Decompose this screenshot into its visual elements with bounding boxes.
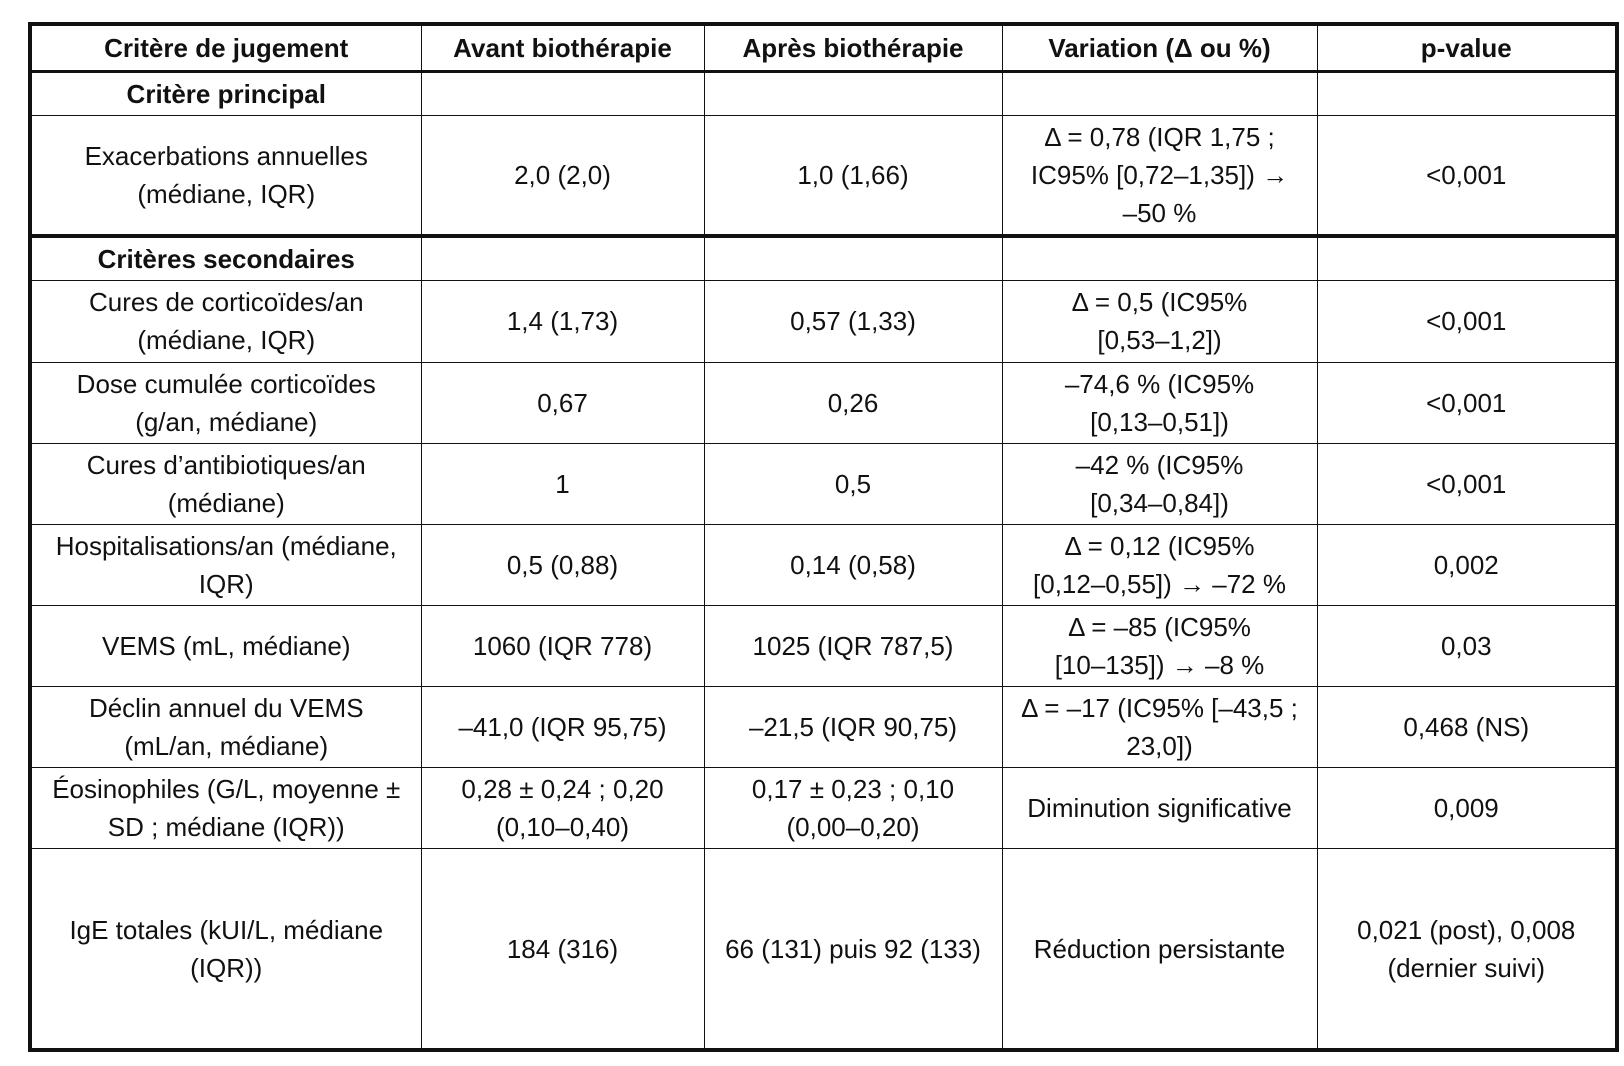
criterion-cell: Exacerbations annuelles (médiane, IQR)	[30, 116, 421, 237]
p-value-cell: 0,021 (post), 0,008 (dernier suivi)	[1317, 849, 1617, 1050]
variation-cell: Δ = 0,5 (IC95% [0,53–1,2])	[1002, 281, 1317, 362]
table-row	[30, 849, 1617, 1050]
empty-cell	[1002, 72, 1317, 116]
empty-cell	[1002, 236, 1317, 281]
table-row	[30, 768, 1617, 849]
after-cell: 66 (131) puis 92 (133)	[704, 849, 1002, 1050]
section-row-primary	[30, 72, 1617, 116]
before-cell: 1,4 (1,73)	[421, 281, 704, 362]
variation-cell: Δ = –85 (IC95% [10–135]) → –8 %	[1002, 606, 1317, 687]
table-row	[30, 606, 1617, 687]
after-cell: 1025 (IQR 787,5)	[704, 606, 1002, 687]
table-row	[30, 524, 1617, 605]
after-cell: 0,26	[704, 362, 1002, 443]
table-row	[30, 116, 1617, 237]
before-cell: 1	[421, 443, 704, 524]
empty-cell	[421, 236, 704, 281]
before-cell: 0,67	[421, 362, 704, 443]
section-row-secondary	[30, 236, 1617, 281]
header-row	[30, 24, 1617, 72]
variation-cell: Diminution significative	[1002, 768, 1317, 849]
empty-cell	[1317, 236, 1617, 281]
empty-cell	[704, 72, 1002, 116]
table-row	[30, 362, 1617, 443]
section-label-secondary: Critères secondaires	[30, 236, 421, 281]
section-label-primary: Critère principal	[30, 72, 421, 116]
criterion-cell: IgE totales (kUI/L, médiane (IQR))	[30, 849, 421, 1050]
p-value-cell: 0,009	[1317, 768, 1617, 849]
variation-cell: Δ = 0,78 (IQR 1,75 ; IC95% [0,72–1,35]) → –50 %	[1002, 116, 1317, 237]
before-cell: 0,28 ± 0,24 ; 0,20 (0,10–0,40)	[421, 768, 704, 849]
criterion-cell: VEMS (mL, médiane)	[30, 606, 421, 687]
p-value-cell: <0,001	[1317, 116, 1617, 237]
variation-cell: Δ = –17 (IC95% [–43,5 ; 23,0])	[1002, 687, 1317, 768]
p-value-cell: <0,001	[1317, 443, 1617, 524]
criterion-cell: Éosinophiles (G/L, moyenne ± SD ; médiane (IQR))	[30, 768, 421, 849]
variation-cell: Réduction persistante	[1002, 849, 1317, 1050]
criterion-cell: Hospitalisations/an (médiane, IQR)	[30, 524, 421, 605]
before-cell: 184 (316)	[421, 849, 704, 1050]
after-cell: 1,0 (1,66)	[704, 116, 1002, 237]
before-cell: 2,0 (2,0)	[421, 116, 704, 237]
results-table	[28, 22, 1619, 1052]
p-value-cell: 0,002	[1317, 524, 1617, 605]
criterion-cell: Cures d’antibiotiques/an (médiane)	[30, 443, 421, 524]
table-row	[30, 443, 1617, 524]
after-cell: 0,17 ± 0,23 ; 0,10 (0,00–0,20)	[704, 768, 1002, 849]
variation-cell: –42 % (IC95% [0,34–0,84])	[1002, 443, 1317, 524]
after-cell: 0,14 (0,58)	[704, 524, 1002, 605]
criterion-cell: Cures de corticoïdes/an (médiane, IQR)	[30, 281, 421, 362]
table-row	[30, 687, 1617, 768]
empty-cell	[421, 72, 704, 116]
before-cell: –41,0 (IQR 95,75)	[421, 687, 704, 768]
p-value-cell: 0,468 (NS)	[1317, 687, 1617, 768]
criterion-cell: Déclin annuel du VEMS (mL/an, médiane)	[30, 687, 421, 768]
header-after: Après biothérapie	[704, 24, 1002, 72]
table-row	[30, 281, 1617, 362]
empty-cell	[704, 236, 1002, 281]
empty-cell	[1317, 72, 1617, 116]
header-before: Avant biothérapie	[421, 24, 704, 72]
criterion-cell: Dose cumulée corticoïdes (g/an, médiane)	[30, 362, 421, 443]
before-cell: 0,5 (0,88)	[421, 524, 704, 605]
after-cell: –21,5 (IQR 90,75)	[704, 687, 1002, 768]
header-criterion: Critère de jugement	[30, 24, 421, 72]
p-value-cell: 0,03	[1317, 606, 1617, 687]
header-p-value: p-value	[1317, 24, 1617, 72]
header-variation: Variation (Δ ou %)	[1002, 24, 1317, 72]
variation-cell: –74,6 % (IC95% [0,13–0,51])	[1002, 362, 1317, 443]
p-value-cell: <0,001	[1317, 362, 1617, 443]
before-cell: 1060 (IQR 778)	[421, 606, 704, 687]
after-cell: 0,5	[704, 443, 1002, 524]
p-value-cell: <0,001	[1317, 281, 1617, 362]
after-cell: 0,57 (1,33)	[704, 281, 1002, 362]
variation-cell: Δ = 0,12 (IC95% [0,12–0,55]) → –72 %	[1002, 524, 1317, 605]
